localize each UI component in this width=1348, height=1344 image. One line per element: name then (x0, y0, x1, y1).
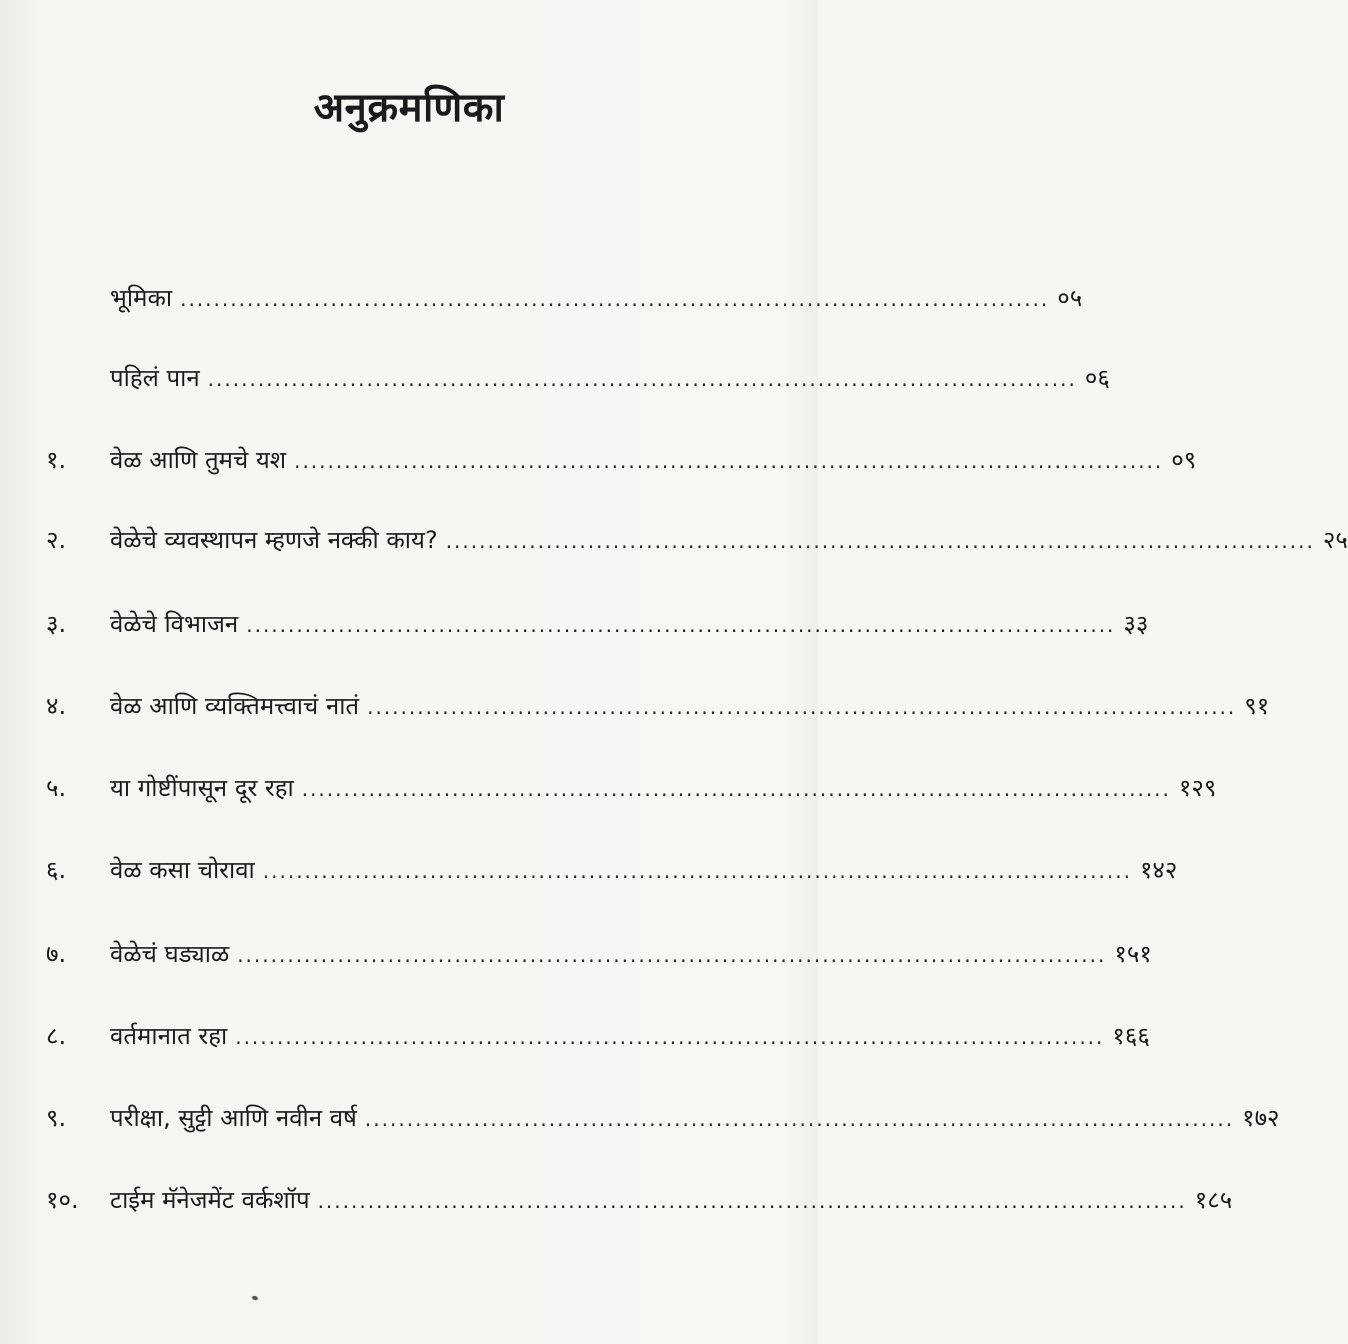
toc-entry-label: वेळ कसा चोरावा (110, 856, 255, 884)
toc-entry-number: ६. (46, 856, 67, 884)
toc-entry-number: ३. (46, 610, 67, 638)
toc-entry-label: भूमिका (110, 284, 173, 312)
toc-entry (0, 850, 1178, 890)
toc-entry (0, 604, 1149, 644)
toc-entry-page: १२९ (1178, 774, 1217, 802)
toc-entry-page: ३३ (1123, 610, 1149, 638)
toc-entry-label: वेळेचे व्यवस्थापन म्हणजे नक्की काय? (110, 526, 438, 554)
toc-entry-number: ८. (46, 1022, 67, 1050)
toc-entry-page: ०६ (1084, 364, 1110, 392)
toc-leader-dots: ........................................................................................................ (445, 529, 1315, 553)
toc-leader-dots: ........................................................................................................ (180, 287, 1050, 311)
toc-entry-number: ७. (46, 940, 67, 968)
ink-speck (251, 1295, 258, 1301)
toc-entry-label: वर्तमानात रहा (110, 1022, 228, 1050)
toc-entry-label: परीक्षा, सुट्टी आणि नवीन वर्ष (110, 1104, 357, 1132)
toc-leader-dots: ........................................................................................................ (294, 449, 1164, 473)
toc-entry (0, 934, 1152, 974)
toc-entry-label: पहिलं पान (110, 364, 200, 392)
toc-entry (0, 1180, 1233, 1220)
toc-entry (0, 1098, 1280, 1138)
toc-leader-dots: ........................................................................................................ (207, 367, 1077, 391)
toc-leader-dots: ........................................................................................................ (235, 1025, 1105, 1049)
toc-entry-number: ५. (46, 774, 67, 802)
toc-entry (0, 278, 1083, 318)
toc-leader-dots: ........................................................................................................ (317, 1189, 1187, 1213)
toc-entry (0, 686, 1270, 726)
toc-entry-page: ०९ (1171, 446, 1197, 474)
toc-leader-dots: ........................................................................................................ (246, 613, 1116, 637)
toc-entry (0, 768, 1217, 808)
toc-entry-number: ९. (46, 1104, 67, 1132)
toc-leader-dots: ........................................................................................................ (301, 777, 1171, 801)
toc-entry-label: वेळ आणि व्यक्तिमत्त्वाचं नातं (110, 692, 360, 720)
toc-entry-page: ०५ (1057, 284, 1083, 312)
toc-leader-dots: ........................................................................................................ (367, 695, 1237, 719)
toc-entry-page: १६६ (1112, 1022, 1150, 1050)
toc-entry-number: ४. (46, 692, 67, 720)
toc-entry (0, 520, 1348, 560)
toc-entry-label: वेळेचं घड्याळ (110, 940, 230, 968)
toc-entry-number: १. (46, 446, 67, 474)
toc-entry-number: २. (46, 526, 67, 554)
toc-entry-page: १८५ (1194, 1186, 1233, 1214)
toc-entry-label: वेळ आणि तुमचे यश (110, 446, 287, 474)
toc-entry (0, 1016, 1150, 1056)
toc-entry-page: ९१ (1244, 692, 1270, 720)
toc-entry (0, 440, 1197, 480)
toc-entry-page: १४२ (1139, 856, 1178, 884)
toc-entry-label: टाईम मॅनेजमेंट वर्कशॉप (110, 1186, 310, 1214)
toc-leader-dots: ........................................................................................................ (364, 1107, 1235, 1131)
toc-entry-page: १७२ (1242, 1104, 1280, 1132)
toc-leader-dots: ........................................................................................................ (262, 859, 1132, 883)
toc-entry-page: २५ (1322, 526, 1348, 554)
toc-entry-number: १०. (46, 1186, 79, 1214)
toc-entry-label: या गोष्टींपासून दूर रहा (110, 774, 294, 802)
page-title: अनुक्रमणिका (313, 85, 505, 131)
toc-entry-label: वेळेचे विभाजन (110, 610, 239, 638)
toc-leader-dots: ........................................................................................................ (237, 943, 1107, 967)
toc-entry (0, 358, 1110, 398)
toc-entry-page: १५१ (1114, 940, 1152, 968)
